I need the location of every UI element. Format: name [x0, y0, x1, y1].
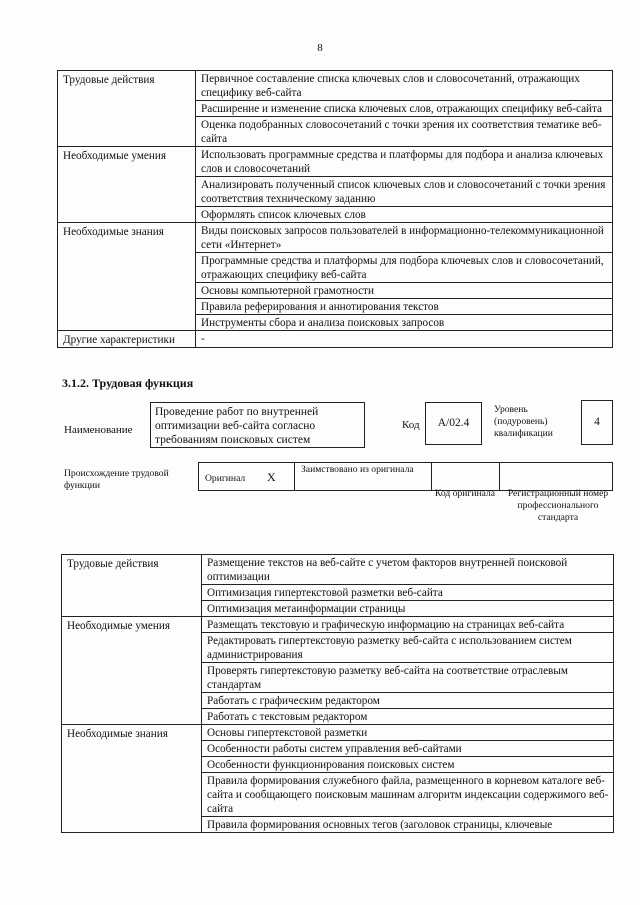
table-row [58, 71, 613, 101]
requirements-table-2 [61, 554, 614, 833]
function-name-field: Проведение работ по внутренней оптимизации веб-сайта согласно требованиям поисковых систем [150, 402, 365, 448]
row-item: Оптимизация гипертекстовой разметки веб-сайта [202, 585, 614, 601]
row-item: Редактировать гипертекстовую разметку веб-сайта с использованием систем администрирования [202, 633, 614, 663]
origin-label: Происхождение трудовой функции [64, 468, 169, 491]
origin-divider-3 [499, 462, 500, 491]
row-item: Расширение и изменение списка ключевых слов, отражающих специфику веб-сайта [196, 101, 613, 117]
row-item: Особенности функционирования поисковых систем [202, 757, 614, 773]
row-item: Первичное составление списка ключевых слов и словосочетаний, отражающих специфику веб-сайта [196, 71, 613, 101]
row-item: Проверять гипертекстовую разметку веб-сайта на соответствие отраслевым стандартам [202, 663, 614, 693]
qualification-level-field: 4 [581, 400, 613, 445]
row-label: Необходимые умения [58, 147, 196, 223]
original-label: Оригинал [205, 473, 246, 484]
table-row [58, 223, 613, 253]
original-mark: X [267, 470, 276, 484]
row-label: Трудовые действия [58, 71, 196, 147]
origin-divider-2 [431, 462, 432, 491]
row-item: Основы компьютерной грамотности [196, 283, 613, 299]
row-item: Использовать программные средства и платформы для подбора и анализа ключевых слов и словосочетаний [196, 147, 613, 177]
row-item: Программные средства и платформы для подбора ключевых слов и словосочетаний, отражающих специфику веб-сайта [196, 253, 613, 283]
qualification-level-label: Уровень (подуровень) квалификации [494, 404, 553, 439]
row-item: Анализировать полученный список ключевых слов и словосочетаний с точки зрения соответствия техническому заданию [196, 177, 613, 207]
row-item: Основы гипертекстовой разметки [202, 725, 614, 741]
table-row [62, 725, 614, 741]
row-item: Правила реферирования и аннотирования текстов [196, 299, 613, 315]
function-code-field: A/02.4 [425, 402, 482, 445]
row-item: Оформлять список ключевых слов [196, 207, 613, 223]
row-item: Размещение текстов на веб-сайте с учетом факторов внутренней поисковой оптимизации [202, 555, 614, 585]
row-item: Оптимизация метаинформации страницы [202, 601, 614, 617]
original-code-caption: Код оригинала [434, 488, 496, 499]
name-label: Наименование [64, 424, 133, 436]
requirements-table-1 [57, 70, 613, 348]
row-item: Правила формирования основных тегов (заголовок страницы, ключевые [202, 817, 614, 833]
row-item: Работать с графическим редактором [202, 693, 614, 709]
origin-divider-1 [294, 462, 295, 491]
table-row [62, 555, 614, 585]
table-row [58, 147, 613, 177]
row-item: Инструменты сбора и анализа поисковых запросов [196, 315, 613, 331]
borrowed-label: Заимствовано из оригинала [301, 464, 414, 475]
row-label: Трудовые действия [62, 555, 202, 617]
page-number: 8 [317, 42, 323, 54]
row-label: Необходимые умения [62, 617, 202, 725]
row-label: Необходимые знания [58, 223, 196, 331]
row-item: Размещать текстовую и графическую информацию на страницах веб-сайта [202, 617, 614, 633]
registration-number-caption: Регистрационный номер профессионального стандарта [507, 488, 609, 523]
table-row [62, 617, 614, 633]
row-item: Особенности работы систем управления веб-сайтами [202, 741, 614, 757]
row-label: Другие характеристики [58, 331, 196, 348]
row-item: - [196, 331, 613, 348]
section-heading: 3.1.2. Трудовая функция [62, 376, 194, 390]
table-row [58, 331, 613, 348]
code-label: Код [402, 419, 420, 431]
row-label: Необходимые знания [62, 725, 202, 833]
row-item: Виды поисковых запросов пользователей в информационно-телекоммуникационной сети «Интернет» [196, 223, 613, 253]
row-item: Правила формирования служебного файла, размещенного в корневом каталоге веб-сайта и сообщающего поисковым машинам алгоритм индексации содержимого веб-сайта [202, 773, 614, 817]
row-item: Работать с текстовым редактором [202, 709, 614, 725]
row-item: Оценка подобранных словосочетаний с точки зрения их соответствия тематике веб-сайта [196, 117, 613, 147]
